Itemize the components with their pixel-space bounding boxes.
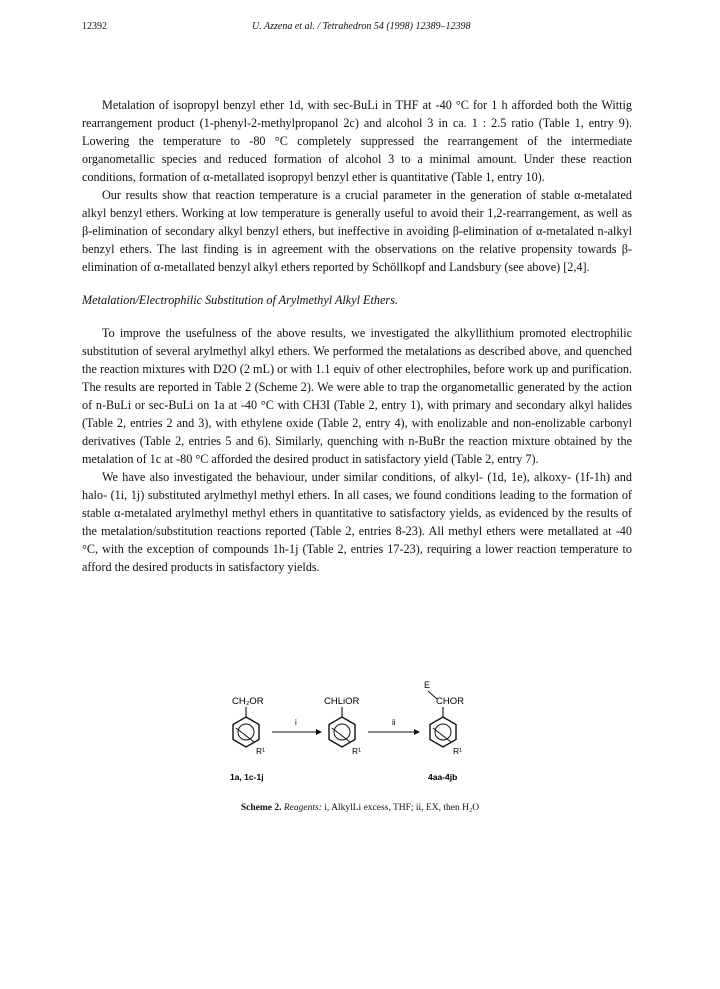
benzene-ring-icon	[233, 717, 259, 747]
section-heading: Metalation/Electrophilic Substitution of Arylmethyl Alkyl Ethers.	[82, 293, 398, 307]
arrow-2-label: ii	[392, 718, 396, 727]
starting-material-structure	[232, 696, 265, 756]
paragraph-2: Our results show that reaction temperature is a crucial parameter in the generation of stable α-metalated alkyl benzyl ethers. Working at low temperature is generally useful to avoid their 1,2-rearrangement, as well as β-elimination of secondary alkyl benzyl ethers, but ineffective in avoiding β-elimination of α-metalated n-alkyl benzyl ethers. The last finding is in agreement with the observations on the relative propensity towards β-elimination of α-metallated benzyl alkyl ethers reported by Schöllkopf and Landsbury (see above) [2,4].	[82, 188, 632, 274]
product-compound-label: 4aa-4jb	[428, 772, 458, 782]
product-structure	[424, 680, 464, 756]
article-body	[82, 96, 632, 576]
arrow-1-label: i	[295, 718, 297, 727]
reaction-arrow-1	[272, 718, 322, 735]
reaction-arrow-2	[368, 718, 420, 735]
caption-reagents-word: Reagents:	[283, 803, 322, 813]
benzene-ring-icon	[430, 717, 456, 747]
caption-reagents-text: i, AlkylLi excess, THF; ii, EX, then H₂O	[324, 803, 480, 813]
sm-compound-label: 1a, 1c-1j	[230, 772, 264, 782]
product-e-label: E	[424, 680, 431, 690]
int-group-label: CHLiOR	[324, 696, 360, 707]
paragraph-1: Metalation of isopropyl benzyl ether 1d, with sec-BuLi in THF at -40 °C for 1 h afforded both the Wittig rearrangement product (1-phenyl-2-methylpropanol 2c) and alcohol 3 in ca. 1 : 2.5 ratio (Table 1, entry 9). Lowering the temperature to -80 °C completely suppressed the rearrangement of the intermediate organometallic species and reduced formation of alcohol 3 to a minimal amount. Under these reaction conditions, formation of α-metallated isopropyl benzyl ether is quantitative (Table 1, entry 10).	[82, 98, 632, 184]
intermediate-structure	[324, 696, 361, 756]
product-group-label: CHOR	[436, 696, 464, 707]
substituent-label: R¹	[256, 746, 265, 756]
scheme-caption	[0, 803, 720, 813]
sm-group-label: CH₂OR	[232, 696, 264, 707]
benzene-ring-icon	[329, 717, 355, 747]
substituent-label: R¹	[453, 746, 462, 756]
scheme-2-diagram	[230, 680, 518, 790]
paragraph-3: To improve the usefulness of the above results, we investigated the alkyllithium promoted electrophilic substitution of several arylmethyl alkyl ethers. We performed the metalations as described above, and quenched the reaction mixtures with D2O (2 mL) or with 1.1 equiv of other electrophiles, before work up and purification. The results are reported in Table 2 (Scheme 2). We were able to trap the organometallic generated by the action of n-BuLi or sec-BuLi on 1a at -40 °C with CH3I (Table 2, entry 1), with primary and secondary alkyl halides (Table 2, entries 2 and 3), with ethylene oxide (Table 2, entry 4), with enolizable and non-enolizable carbonyl derivatives (Table 2, entries 5 and 6). Similarly, quenching with n-BuBr the reaction mixture obtained by the metalation of 1c at -80 °C afforded the desired product in satisfactory yield (Table 2, entry 7).	[82, 326, 632, 466]
page-number: 12392	[82, 21, 107, 32]
paragraph-4: We have also investigated the behaviour, under similar conditions, of alkyl- (1d, 1e), alkoxy- (1f-1h) and halo- (1i, 1j) substituted arylmethyl methyl ethers. In all cases, we found conditions leading to the formation of stable α-metalated arylmethyl methyl ethers in quantitative to satisfactory yields, as evidenced by the results of the metalation/substitution reactions reported (Table 2, entries 8-23). All methyl ethers were metallated at -40 °C, with the exception of compounds 1h-1j (Table 2, entries 17-23), requiring a lower reaction temperature to afford the desired products in satisfactory yields.	[82, 470, 632, 574]
substituent-label: R¹	[352, 746, 361, 756]
caption-label: Scheme 2.	[240, 803, 282, 813]
running-header-citation: U. Azzena et al. / Tetrahedron 54 (1998) 12389–12398	[252, 21, 471, 32]
